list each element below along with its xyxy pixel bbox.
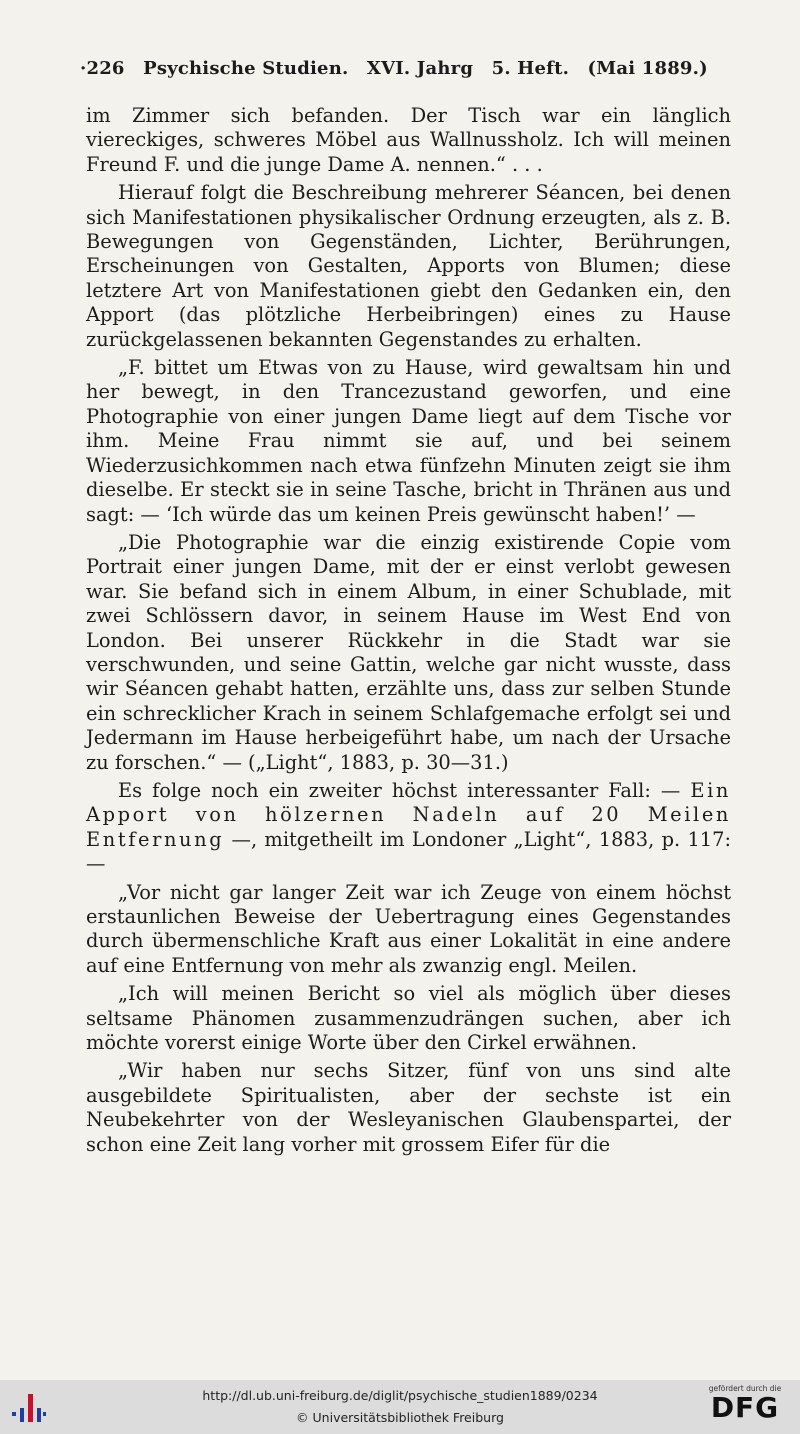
source-url[interactable]: http://dl.ub.uni-freiburg.de/diglit/psychische_studien1889/0234 bbox=[202, 1388, 598, 1403]
paragraph-tail: —, mitgetheilt im Londoner „Light“, 1883, p. 117: — bbox=[86, 827, 731, 876]
issue: 5. Heft. bbox=[491, 58, 570, 79]
paragraph: „Wir haben nur sechs Sitzer, fünf von uns sind alte ausgebildete Spiritualisten, aber der sechste ist ein Neubekehrter von der Wesleyanischen Glaubenspartei, der schon eine Zeit lang vorher mit grossem Eifer für die bbox=[86, 1059, 731, 1156]
issue-date: (Mai 1889.) bbox=[587, 58, 708, 79]
paragraph: im Zimmer sich befanden. Der Tisch war ein länglich viereckiges, schweres Möbel aus Wallnussholz. Ich will meinen Freund F. und die junge Dame A. nennen.“ . . . bbox=[86, 104, 731, 176]
copyright: © Universitätsbibliothek Freiburg bbox=[296, 1410, 504, 1425]
paragraph: „Ich will meinen Bericht so viel als möglich über dieses seltsame Phänomen zusammenzudrängen suchen, aber ich möchte vorerst einige Worte über den Cirkel erwähnen. bbox=[86, 982, 731, 1055]
body-text bbox=[86, 104, 731, 1161]
dfg-logo bbox=[700, 1384, 790, 1430]
paragraph: „Die Photographie war die einzig existirende Copie vom Portrait einer jungen Dame, mit der er einst verlobt gewesen war. Sie befand sich in einem Album, in einer Schublade, mit zwei Schlössern davor, in seinem Hause im West End von London. Bei unserer Rückkehr in die Stadt war sie verschwunden, und seine Gattin, welche gar nicht wusste, dass wir Séancen gehabt hatten, erzählte uns, dass zur selben Stunde ein schrecklicher Krach in seinem Schlafgemache erfolgt sei und Jedermann im Hause herbeigeführt habe, um nach der Ursache zu forschen.“ — („Light“, 1883, p. 30—31.) bbox=[86, 530, 731, 774]
dfg-tagline: gefördert durch die bbox=[708, 1384, 782, 1393]
journal-title: Psychische Studien. bbox=[143, 58, 349, 79]
paragraph-lead: Es folge noch ein zweiter höchst interessanter Fall: — bbox=[118, 778, 681, 802]
paragraph: „Vor nicht gar langer Zeit war ich Zeuge von einem höchst erstaunlichen Beweise der Uebertragung eines Gegenstandes durch übermenschliche Kraft aus einer Lokalität in eine andere auf eine Entfernung von mehr als zwanzig engl. Meilen. bbox=[86, 880, 731, 977]
footer-bar bbox=[0, 1380, 800, 1434]
running-header bbox=[80, 58, 720, 79]
paragraph bbox=[86, 779, 731, 877]
page-number: ·226 bbox=[80, 58, 125, 79]
paragraph: Hierauf folgt die Beschreibung mehrerer Séancen, bei denen sich Manifestationen physikalischer Ordnung erzeugten, als z. B. Bewegungen von Gegenständen, Lichter, Berührungen, Erscheinungen von Gestalten, Apports von Blumen; diese letztere Art von Manifestationen giebt den Gedanken ein, den Apport (das plötzliche Herbeibringen) eines zu Hause zurückgelassenen bekannten Gegenstandes zu erhalten. bbox=[86, 181, 731, 351]
volume: XVI. Jahrg bbox=[366, 58, 474, 79]
dfg-wordmark: DFG bbox=[710, 1391, 780, 1424]
paragraph: „F. bittet um Etwas von zu Hause, wird gewaltsam hin und her bewegt, in den Trancezustand geworfen, und eine Photographie von einer jungen Dame liegt auf dem Tische vor ihm. Meine Frau nimmt sie auf, und bei seinem Wiederzusichkommen nach etwa fünfzehn Minuten zeigt sie ihm dieselbe. Er steckt sie in seine Tasche, bricht in Thränen aus und sagt: — ‘Ich würde das um keinen Preis gewünscht haben!’ — bbox=[86, 356, 731, 526]
spaced-title: Ein Apport von hölzernen Nadeln auf 20 Meilen Entfernung bbox=[86, 778, 731, 851]
